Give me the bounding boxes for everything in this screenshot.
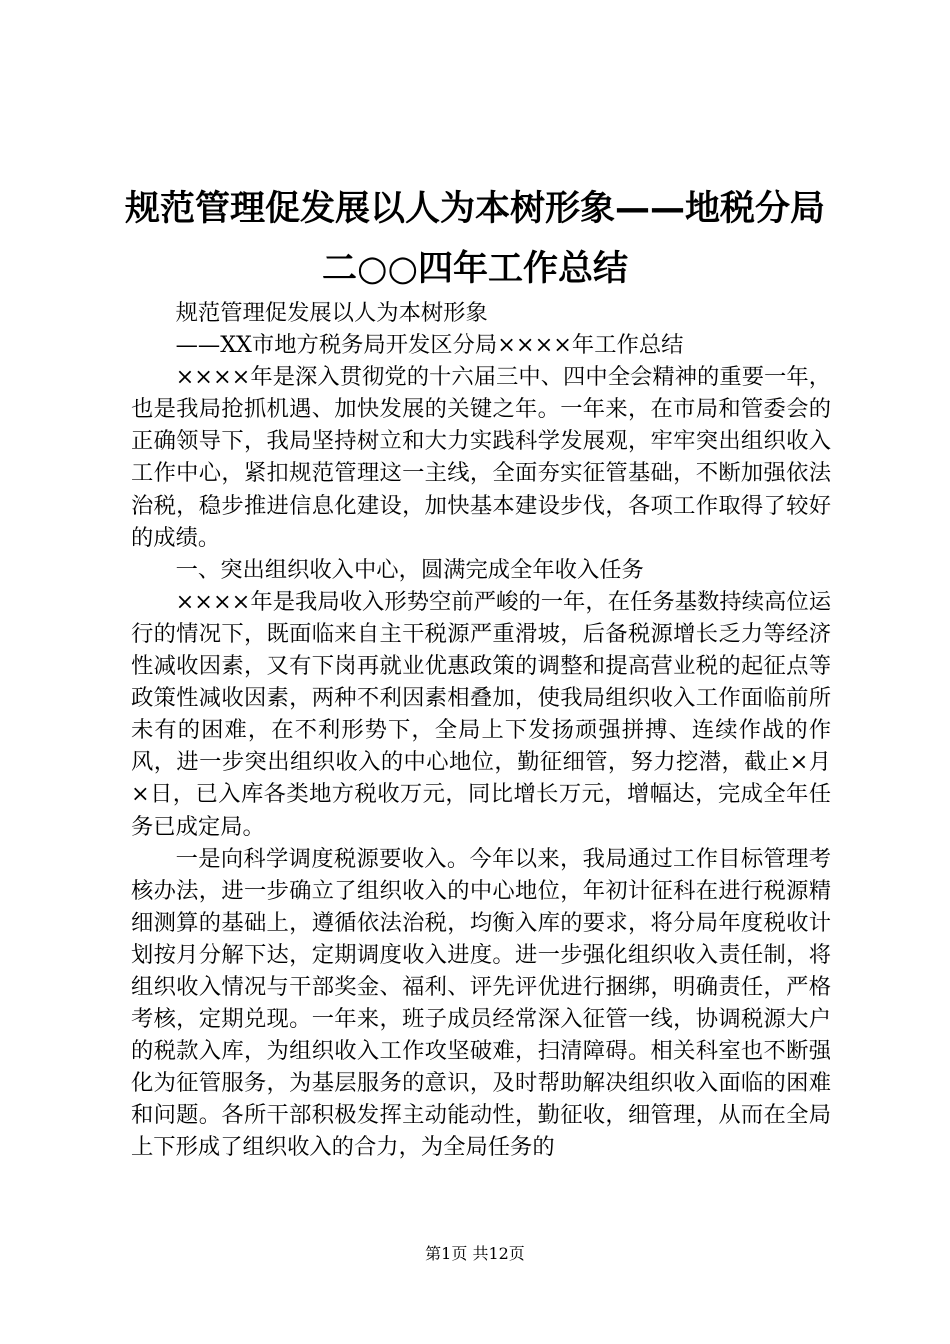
subtitle-line: ——XX市地方税务局开发区分局××××年工作总结 (175, 332, 684, 359)
document-title-line2: 二○○四年工作总结 (321, 249, 629, 289)
page-footer: 第1页 共12页 (425, 1244, 525, 1263)
body-paragraph: ××××年是深入贯彻党的十六届三中、四中全会精神的重要一年，也是我局抢抓机遇、加快发展的关键之年。一年来，在市局和管委会的正确领导下，我局坚持树立和大力实践科学发展观，牢牢突出组织收入工作中心，紧扣规范管理这一主线，全面夯实征管基础，不断加强依法治税，稳步推进信息化建设，加快基本建设步伐，各项工作取得了较好的成绩。 (131, 364, 831, 551)
subtitle-line: 规范管理促发展以人为本树形象 (175, 300, 488, 326)
document-title-line1: 规范管理促发展以人为本树形象——地税分局 (124, 189, 825, 229)
body-paragraph: ××××年是我局收入形势空前严峻的一年，在任务基数持续高位运行的情况下，既面临来自主干税源严重滑坡，后备税源增长乏力等经济性减收因素，又有下岗再就业优惠政策的调整和提高营业税的起征点等政策性减收因素，两种不利因素相叠加，使我局组织收入工作面临前所未有的困难，在不利形势下，全局上下发扬顽强拼搏、连续作战的作风，进一步突出组织收入的中心地位，勤征细管，努力挖潜，截止×月×日，已入库各类地方税收万元，同比增长万元，增幅达，完成全年任务已成定局。 (131, 588, 831, 840)
document-body (131, 297, 831, 1164)
section-heading: 一、突出组织收入中心，圆满完成全年收入任务 (175, 556, 644, 583)
body-paragraph: 一是向科学调度税源要收入。今年以来，我局通过工作目标管理考核办法，进一步确立了组织收入的中心地位，年初计征科在进行税源精细测算的基础上，遵循依法治税，均衡入库的要求，将分局年度税收计划按月分解下达，定期调度收入进度。进一步强化组织收入责任制，将组织收入情况与干部奖金、福利、评先评优进行捆绑，明确责任，严格考核，定期兑现。一年来，班子成员经常深入征管一线，协调税源大户的税款入库，为组织收入工作攻坚破难，扫清障碍。相关科室也不断强化为征管服务，为基层服务的意识，及时帮助解决组织收入面临的困难和问题。各所干部积极发挥主动能动性，勤征收，细管理，从而在全局上下形成了组织收入的合力，为全局任务的 (131, 845, 831, 1161)
